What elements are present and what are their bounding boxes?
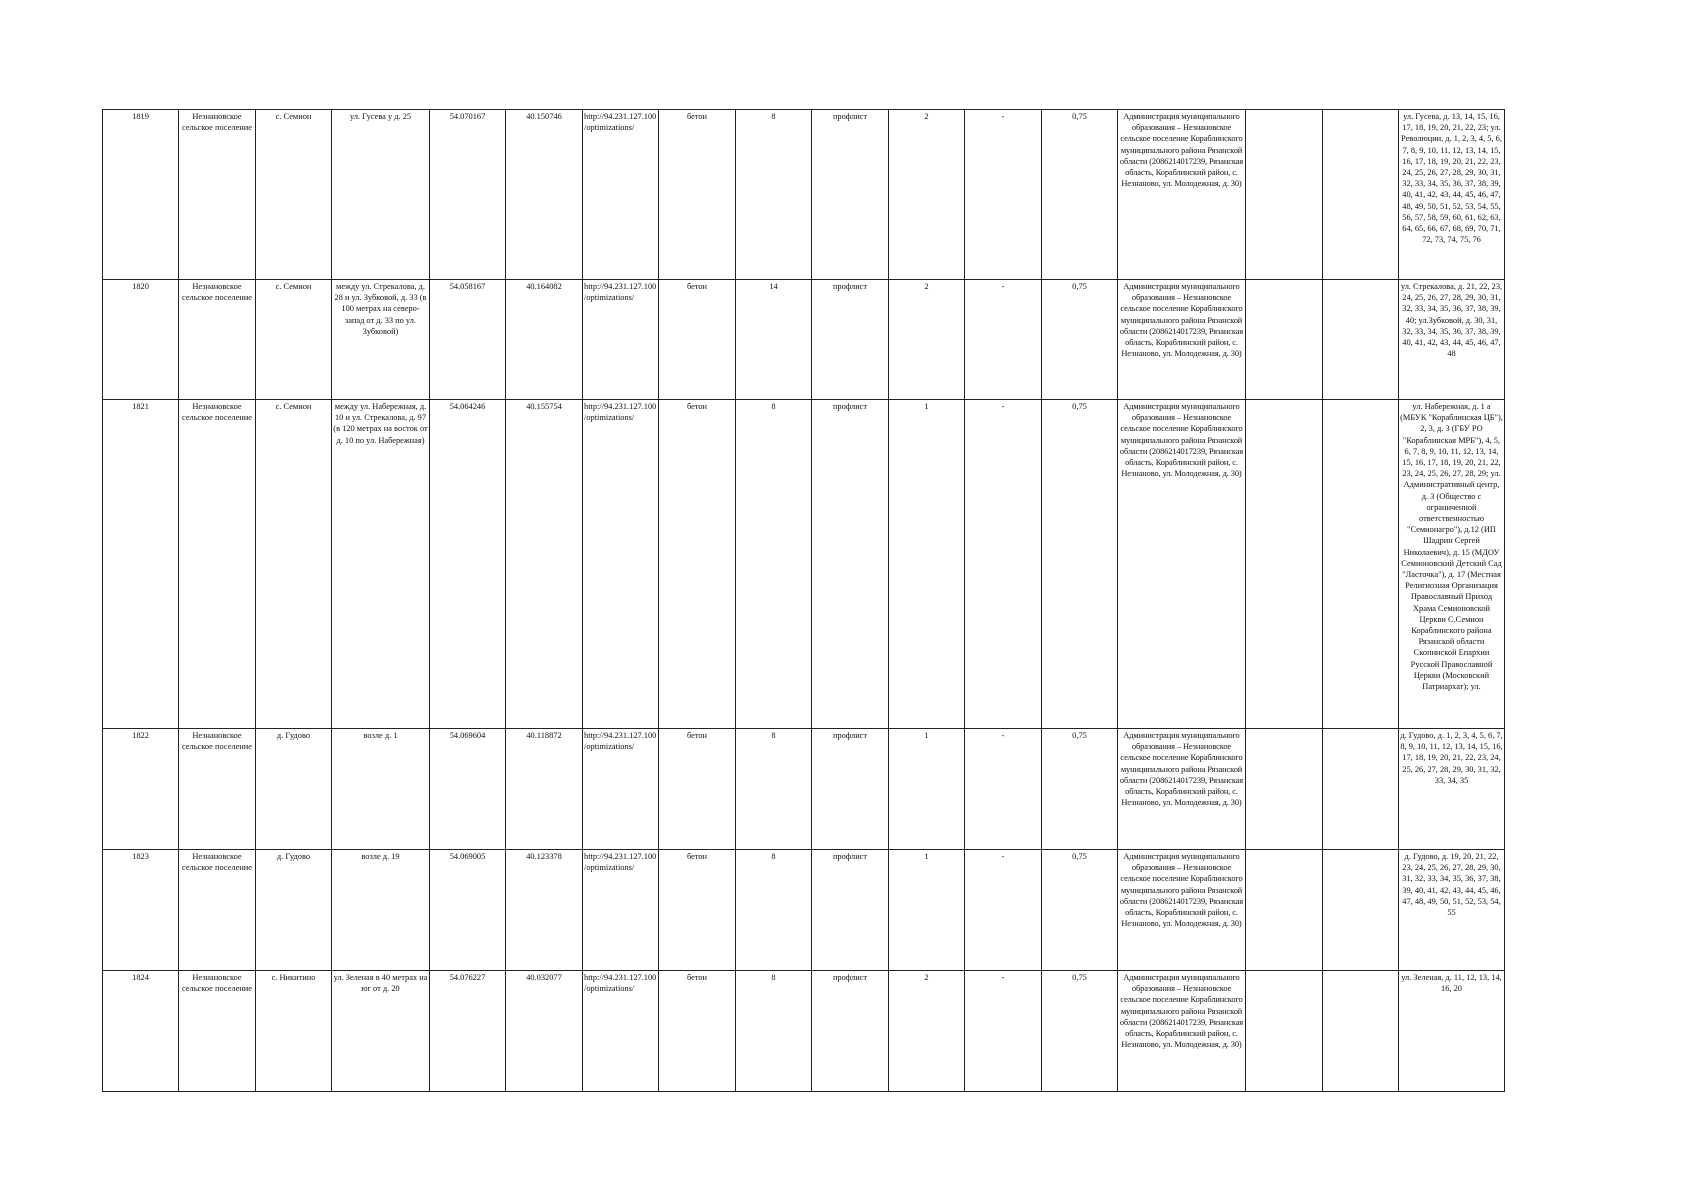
cell-served: ул. Стрекалова, д. 21, 22, 23, 24, 25, 26, 27, 28, 29, 30, 31, 32, 33, 34, 35, 36, 37, 38, 39, 40; ул.Зубковой, д. 30, 31, 32, 33, 34, 35, 36, 37, 38, 39, 40, 41, 42, 43, 44, 45, 46, 47, 48 — [1399, 280, 1505, 400]
cell-volume: 0,75 — [1042, 110, 1118, 280]
cell-lat: 54.064246 — [430, 400, 506, 729]
cell-area: 14 — [736, 280, 812, 400]
cell-containers: 2 — [889, 971, 965, 1092]
cell-address: возле д. 19 — [332, 850, 430, 971]
cell-locality: д. Гудово — [256, 850, 332, 971]
cell-lon: 40.123378 — [506, 850, 583, 971]
table-row — [103, 400, 1505, 729]
cell-num: 1821 — [103, 400, 179, 729]
cell-fence: профлист — [812, 729, 889, 850]
cell-url: http://94.231.127.100/optimizations/ — [583, 971, 659, 1092]
cell-settlement: Незнановское сельское поселение — [179, 850, 256, 971]
cell-empty1 — [1246, 400, 1323, 729]
cell-empty2 — [1323, 729, 1399, 850]
container-sites-table — [102, 109, 1505, 1092]
cell-dash: - — [965, 729, 1042, 850]
cell-owner: Администрация муниципального образования – Незнановское сельское поселение Кораблинского муниципального района Рязанской области (2086214017239, Рязанская область, Кораблинский район, с. Незнаново, ул. Молодежная, д. 30) — [1118, 850, 1246, 971]
cell-owner: Администрация муниципального образования – Незнановское сельское поселение Кораблинского муниципального района Рязанской области (2086214017239, Рязанская область, Кораблинский район, с. Незнаново, ул. Молодежная, д. 30) — [1118, 400, 1246, 729]
cell-empty2 — [1323, 400, 1399, 729]
cell-area: 8 — [736, 850, 812, 971]
cell-locality: с. Семион — [256, 400, 332, 729]
table-row — [103, 110, 1505, 280]
cell-containers: 1 — [889, 400, 965, 729]
cell-lon: 40.150746 — [506, 110, 583, 280]
cell-settlement: Незнановское сельское поселение — [179, 729, 256, 850]
cell-served: д. Гудово, д. 1, 2, 3, 4, 5, 6, 7, 8, 9, 10, 11, 12, 13, 14, 15, 16, 17, 18, 19, 20, 21, 22, 23, 24, 25, 26, 27, 28, 29, 30, 31, 32, 33, 34, 35 — [1399, 729, 1505, 850]
cell-address: возле д. 1 — [332, 729, 430, 850]
cell-empty1 — [1246, 280, 1323, 400]
cell-surface: бетон — [659, 850, 736, 971]
cell-containers: 2 — [889, 110, 965, 280]
cell-fence: профлист — [812, 850, 889, 971]
cell-url: http://94.231.127.100/optimizations/ — [583, 110, 659, 280]
cell-area: 8 — [736, 971, 812, 1092]
cell-surface: бетон — [659, 280, 736, 400]
cell-empty1 — [1246, 971, 1323, 1092]
cell-containers: 1 — [889, 729, 965, 850]
cell-settlement: Незнановское сельское поселение — [179, 400, 256, 729]
cell-locality: с. Семион — [256, 280, 332, 400]
cell-locality: с. Никитино — [256, 971, 332, 1092]
cell-dash: - — [965, 850, 1042, 971]
cell-volume: 0,75 — [1042, 971, 1118, 1092]
cell-fence: профлист — [812, 971, 889, 1092]
cell-area: 8 — [736, 110, 812, 280]
cell-address: ул. Зеленая в 40 метрах на юг от д. 20 — [332, 971, 430, 1092]
cell-served: ул. Гусева, д. 13, 14, 15, 16, 17, 18, 19, 20, 21, 22, 23; ул. Революции, д. 1, 2, 3, 4, 5, 6, 7, 8, 9, 10, 11, 12, 13, 14, 15, 16, 17, 18, 19, 20, 21, 22, 23, 24, 25, 26, 27, 28, 29, 30, 31, 32, 33, 34, 35, 36, 37, 38, 39, 40, 41, 42, 43, 44, 45, 46, 47, 48, 49, 50, 51, 52, 53, 54, 55, 56, 57, 58, 59, 60, 61, 62, 63, 64, 65, 66, 67, 68, 69, 70, 71, 72, 73, 74, 75, 76 — [1399, 110, 1505, 280]
cell-containers: 2 — [889, 280, 965, 400]
cell-empty2 — [1323, 110, 1399, 280]
cell-settlement: Незнановское сельское поселение — [179, 110, 256, 280]
cell-owner: Администрация муниципального образования – Незнановское сельское поселение Кораблинского муниципального района Рязанской области (2086214017239, Рязанская область, Кораблинский район, с. Незнаново, ул. Молодежная, д. 30) — [1118, 110, 1246, 280]
cell-empty2 — [1323, 850, 1399, 971]
cell-empty1 — [1246, 110, 1323, 280]
cell-served: ул. Набережная, д. 1 а (МБУК "Кораблинская ЦБ"), 2, 3, д. 3 (ГБУ РО "Кораблинская МРБ"), 4, 5, 6, 7, 8, 9, 10, 11, 12, 13, 14, 15, 16, 17, 18, 19, 20, 21, 22, 23, 24, 25, 26, 27, 28, 29; ул. Административный центр, д. 3 (Общество с ограниченной ответственностью "Семионагро"), д.12 (ИП Шадрин Сергей Николаевич), д. 15 (МДОУ Семионовский Детский Сад "Ласточка"), д. 17 (Местная Религиозная Организация Православный Приход Храма Семионовской Церкви С.Семион Кораблинского района Рязанской области Скопинской Епархии Русской Православной Церкви (Московский Патриархат); ул. — [1399, 400, 1505, 729]
cell-address: между ул. Стрекалова, д. 28 и ул. Зубковой, д. 33 (в 100 метрах на северо-запад от д. 33 по ул. Зубковой) — [332, 280, 430, 400]
cell-url: http://94.231.127.100/optimizations/ — [583, 850, 659, 971]
cell-dash: - — [965, 400, 1042, 729]
cell-url: http://94.231.127.100/optimizations/ — [583, 729, 659, 850]
cell-empty2 — [1323, 280, 1399, 400]
cell-address: ул. Гусева у д. 25 — [332, 110, 430, 280]
table-row — [103, 850, 1505, 971]
cell-empty1 — [1246, 729, 1323, 850]
cell-dash: - — [965, 971, 1042, 1092]
cell-lat: 54.069005 — [430, 850, 506, 971]
cell-served: д. Гудово, д. 19, 20, 21, 22, 23, 24, 25, 26, 27, 28, 29, 30, 31, 32, 33, 34, 35, 36, 37, 38, 39, 40, 41, 42, 43, 44, 45, 46, 47, 48, 49, 50, 51, 52, 53, 54, 55 — [1399, 850, 1505, 971]
cell-num: 1824 — [103, 971, 179, 1092]
cell-num: 1819 — [103, 110, 179, 280]
cell-volume: 0,75 — [1042, 280, 1118, 400]
table-body — [103, 110, 1505, 1092]
table-row — [103, 729, 1505, 850]
cell-volume: 0,75 — [1042, 850, 1118, 971]
cell-settlement: Незнановское сельское поселение — [179, 971, 256, 1092]
cell-lat: 54.069604 — [430, 729, 506, 850]
cell-surface: бетон — [659, 971, 736, 1092]
cell-volume: 0,75 — [1042, 400, 1118, 729]
cell-locality: д. Гудово — [256, 729, 332, 850]
cell-surface: бетон — [659, 400, 736, 729]
cell-lon: 40.155754 — [506, 400, 583, 729]
cell-settlement: Незнановское сельское поселение — [179, 280, 256, 400]
cell-owner: Администрация муниципального образования – Незнановское сельское поселение Кораблинского муниципального района Рязанской области (2086214017239, Рязанская область, Кораблинский район, с. Незнаново, ул. Молодежная, д. 30) — [1118, 729, 1246, 850]
cell-dash: - — [965, 280, 1042, 400]
cell-url: http://94.231.127.100/optimizations/ — [583, 280, 659, 400]
cell-locality: с. Семион — [256, 110, 332, 280]
cell-empty1 — [1246, 850, 1323, 971]
cell-area: 8 — [736, 729, 812, 850]
cell-surface: бетон — [659, 110, 736, 280]
cell-fence: профлист — [812, 400, 889, 729]
cell-lat: 54.070167 — [430, 110, 506, 280]
cell-owner: Администрация муниципального образования – Незнановское сельское поселение Кораблинского муниципального района Рязанской области (2086214017239, Рязанская область, Кораблинский район, с. Незнаново, ул. Молодежная, д. 30) — [1118, 280, 1246, 400]
cell-lon: 40.118872 — [506, 729, 583, 850]
table-row — [103, 280, 1505, 400]
cell-fence: профлист — [812, 110, 889, 280]
cell-dash: - — [965, 110, 1042, 280]
cell-owner: Администрация муниципального образования – Незнановское сельское поселение Кораблинского муниципального района Рязанской области (2086214017239, Рязанская область, Кораблинский район, с. Незнаново, ул. Молодежная, д. 30) — [1118, 971, 1246, 1092]
cell-empty2 — [1323, 971, 1399, 1092]
cell-num: 1820 — [103, 280, 179, 400]
cell-lon: 40.032077 — [506, 971, 583, 1092]
cell-address: между ул. Набережная, д. 10 и ул. Стрекалова, д. 97 (в 120 метрах на восток от д. 10 по ул. Набережная) — [332, 400, 430, 729]
cell-surface: бетон — [659, 729, 736, 850]
cell-served: ул. Зеленая, д. 11, 12, 13, 14, 16, 20 — [1399, 971, 1505, 1092]
cell-fence: профлист — [812, 280, 889, 400]
cell-num: 1823 — [103, 850, 179, 971]
table-row — [103, 971, 1505, 1092]
cell-lat: 54.076227 — [430, 971, 506, 1092]
cell-containers: 1 — [889, 850, 965, 971]
cell-lat: 54.058167 — [430, 280, 506, 400]
cell-area: 8 — [736, 400, 812, 729]
cell-lon: 40.164082 — [506, 280, 583, 400]
cell-num: 1822 — [103, 729, 179, 850]
cell-url: http://94.231.127.100/optimizations/ — [583, 400, 659, 729]
cell-volume: 0,75 — [1042, 729, 1118, 850]
